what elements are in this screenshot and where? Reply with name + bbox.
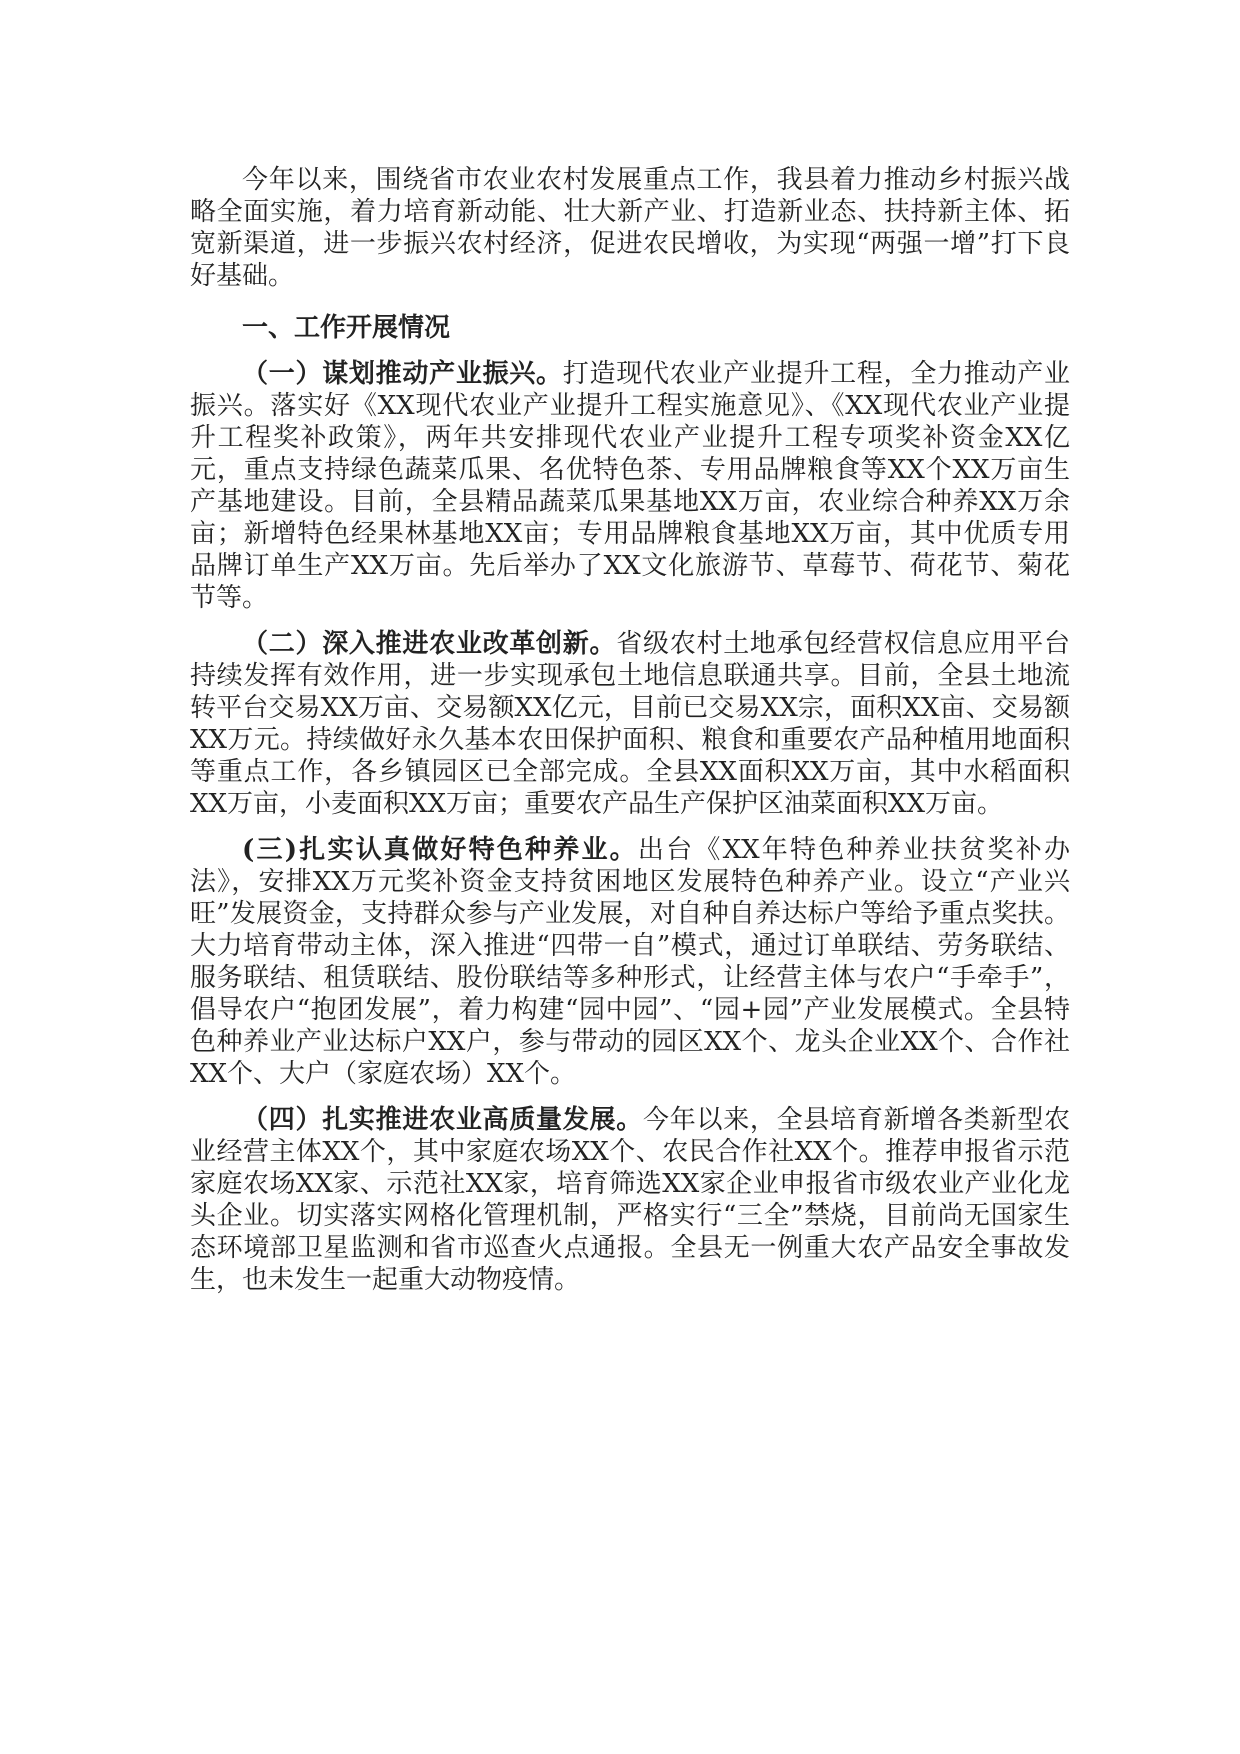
section-lead: （二）深入推进农业改革创新。	[242, 629, 617, 659]
section-text: 省级农村土地承包经营权信息应用平台持续发挥有效作用，进一步实现承包土地信息联通共享。目前，全县土地流转平台交易XX万亩、交易额XX亿元，目前已交易XX宗，面积XX亩、交易额XX万元。持续做好永久基本农田保护面积、粮食和重要农产品种植用地面积等重点工作，各乡镇园区已全部完成。全县XX面积XX万亩，其中水稻面积XX万亩，小麦面积XX万亩；重要农产品生产保护区油菜面积XX万亩。	[190, 629, 1070, 819]
section-lead: （一）谋划推动产业振兴。	[242, 359, 563, 389]
section-lead: (三)扎实认真做好特色种养业。	[242, 835, 638, 865]
document-body	[190, 164, 1070, 1310]
section-paragraph-4	[190, 1104, 1070, 1296]
section-lead: （四）扎实推进农业高质量发展。	[242, 1105, 643, 1135]
section-text: 出台《XX年特色种养业扶贫奖补办法》，安排XX万元奖补资金支持贫困地区发展特色种养产业。设立“产业兴旺”发展资金，支持群众参与产业发展，对自种自养达标户等给予重点奖扶。大力培育带动主体，深入推进“四带一自”模式，通过订单联结、劳务联结、服务联结、租赁联结、股份联结等多种形式，让经营主体与农户“手牵手”，倡导农户“抱团发展”，着力构建“园中园”、“园+园”产业发展模式。全县特色种养业产业达标户XX户，参与带动的园区XX个、龙头企业XX个、合作社XX个、大户（家庭农场）XX个。	[190, 835, 1070, 1089]
section-paragraph-2	[190, 628, 1070, 820]
section-text: 今年以来，全县培育新增各类新型农业经营主体XX个，其中家庭农场XX个、农民合作社XX个。推荐申报省示范家庭农场XX家、示范社XX家，培育筛选XX家企业申报省市级农业产业化龙头企业。切实落实网格化管理机制，严格实行“三全”禁烧，目前尚无国家生态环境部卫星监测和省市巡查火点通报。全县无一例重大农产品安全事故发生，也未发生一起重大动物疫情。	[190, 1105, 1070, 1295]
section-text: 打造现代农业产业提升工程，全力推动产业振兴。落实好《XX现代农业产业提升工程实施意见》、《XX现代农业产业提升工程奖补政策》，两年共安排现代农业产业提升工程专项奖补资金XX亿元，重点支持绿色蔬菜瓜果、名优特色茶、专用品牌粮食等XX个XX万亩生产基地建设。目前，全县精品蔬菜瓜果基地XX万亩，农业综合种养XX万余亩；新增特色经果林基地XX亩；专用品牌粮食基地XX万亩，其中优质专用品牌订单生产XX万亩。先后举办了XX文化旅游节、草莓节、荷花节、菊花节等。	[190, 359, 1070, 613]
section-paragraph-3	[190, 834, 1070, 1090]
intro-paragraph: 今年以来，围绕省市农业农村发展重点工作，我县着力推动乡村振兴战略全面实施，着力培育新动能、壮大新产业、打造新业态、扶持新主体、拓宽新渠道，进一步振兴农村经济，促进农民增收，为实现“两强一增”打下良好基础。	[190, 165, 1070, 291]
section-paragraph-1	[190, 358, 1070, 614]
section-heading: 一、工作开展情况	[242, 313, 451, 343]
